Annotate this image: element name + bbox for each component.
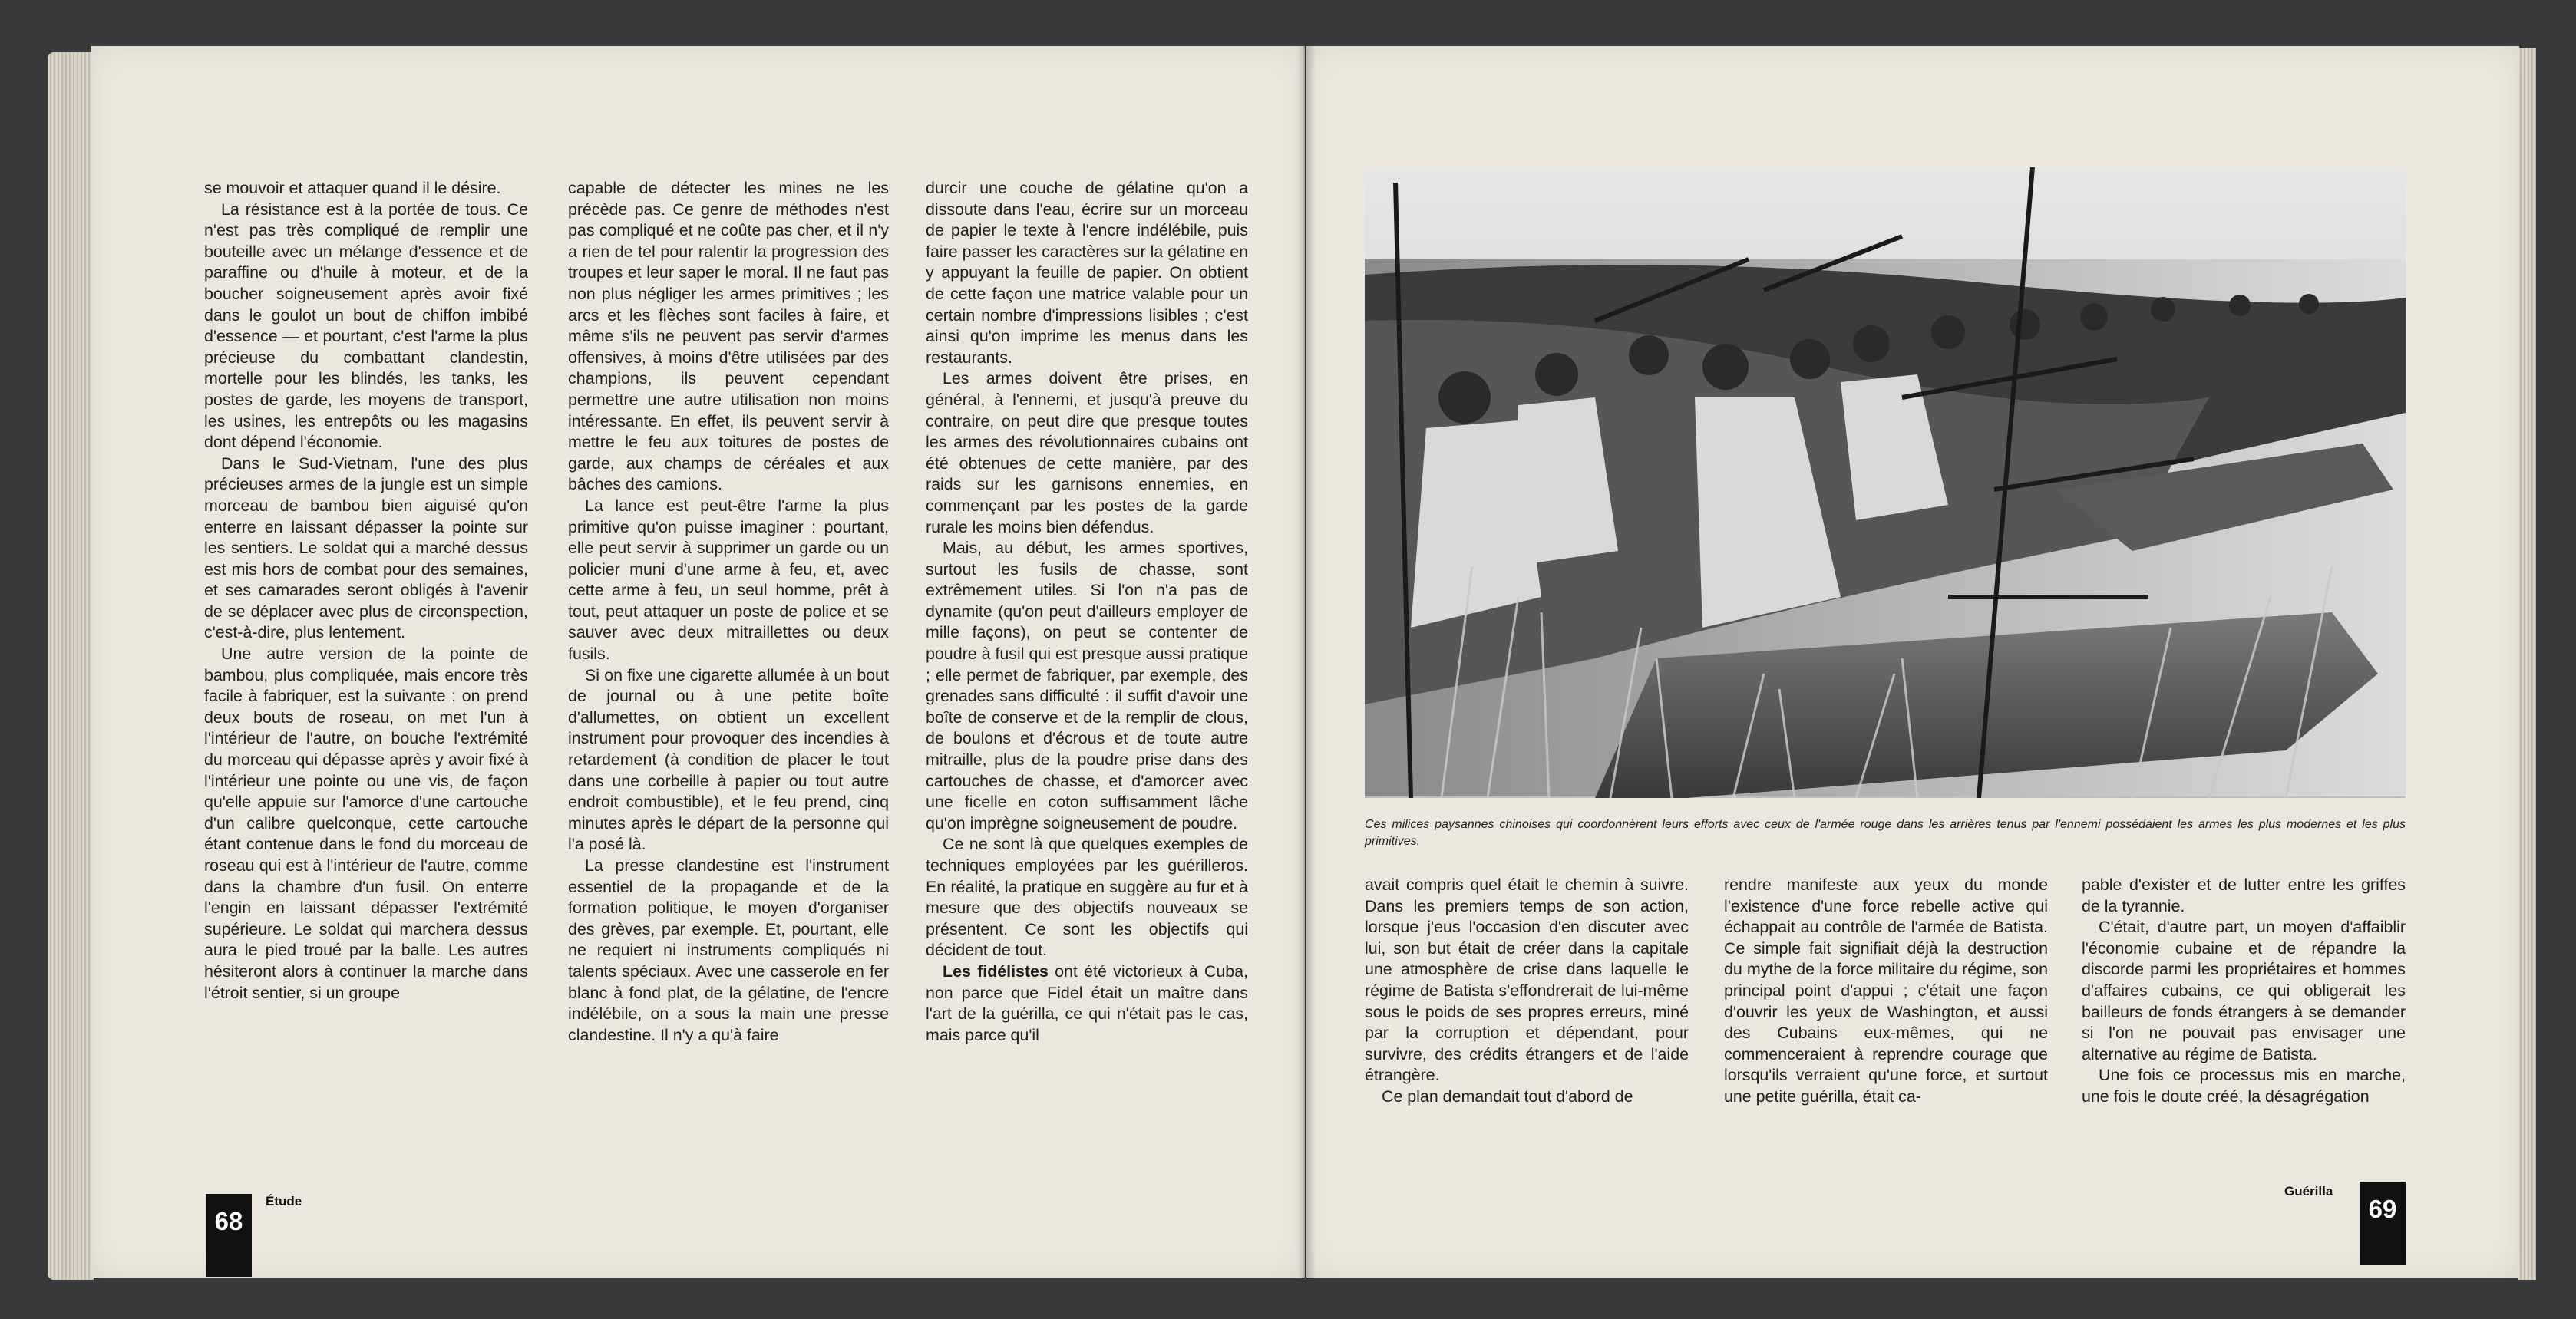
paragraph (204, 199, 528, 453)
militia-photo (1365, 167, 2406, 798)
page-number-left: 68 (206, 1194, 252, 1277)
page-stack-right (2518, 48, 2536, 1280)
paragraph (204, 644, 528, 1004)
paragraph-text: Les armes doivent être prises, en général, à l'ennemi, et jusqu'à preuve du contraire, on peut dire que presque toutes les armes des révolutionnaires cubains ont été obtenues de cette manière, par des raids sur les garnisons ennemies, en commençant par les postes de la garde rurale les moins bien défendus. (926, 369, 1248, 536)
section-label-left: Étude (266, 1194, 302, 1209)
paragraph (568, 496, 889, 665)
left-page-column-1 (204, 178, 528, 1004)
paragraph-text: rendre manifeste aux yeux du monde l'existence d'une force rebelle active qui échappait au contrôle de l'armée de Batista. Ce simple fait signifiait déjà la destruction du mythe de la force militaire du régime, son principal point d'appui ; c'était une façon d'ouvrir les yeux de Washington, et aussi des Cubains eux-mêmes, qui ne commenceraient à reprendre courage que lorsqu'ils verraient qu'une force, et surtout une petite guérilla, était ca- (1724, 875, 2048, 1106)
paragraph-text: Une autre version de la pointe de bambou, plus compliquée, mais encore très facile à fabriquer, est la suivante : on prend deux bouts de roseau, on met l'un à l'intérieur de l'autre, on bouche l'extrémité du morceau qui dépasse après y avoir fixé à l'intérieur une pointe ou une vis, de façon qu'elle appuie sur l'amorce d'une cartouche d'un calibre quelconque, cette cartouche étant contenue dans le fond du morceau de roseau qui est à l'intérieur de l'autre, comme dans la chambre d'un fusil. On enterre l'engin en laissant dépasser l'extrémité supérieure. Le soldat qui marchera dessus aura le pied troué par la balle. Les autres hésiteront alors à continuer la marche dans l'étroit sentier, si un groupe (204, 645, 528, 1002)
paragraph (568, 178, 889, 496)
right-page-column-2 (1724, 875, 2048, 1108)
paragraph-text: Si on fixe une cigarette allumée à un bout de journal ou à une petite boîte d'allumettes, on obtient un excellent instrument pour provoquer des incendies à retardement (à condition de placer le tout dans une corbeille à papier ou tout autre endroit combustible), et le feu prend, cinq minutes après le départ de la personne qui l'a posé là. (568, 665, 889, 854)
paragraph (2082, 1065, 2406, 1107)
paragraph (1724, 875, 2048, 1108)
right-page-column-1 (1365, 875, 1689, 1108)
left-page-column-2 (568, 178, 889, 1046)
paragraph-text: Une fois ce processus mis en marche, une fois le doute créé, la désagrégation (2082, 1066, 2406, 1106)
paragraph (926, 538, 1248, 834)
paragraph-text: La lance est peut-être l'arme la plus primitive qu'on puisse imaginer : pourtant, elle peut servir à supprimer un garde ou un policier muni d'une arme à feu, et, avec cette arme à feu, un seul homme, prêt à tout, peut attaquer un poste de police et se sauver avec deux mitraillettes ou deux fusils. (568, 496, 889, 664)
paragraph-text: Ce ne sont là que quelques exemples de techniques employées par les guérilleros. En réalité, la pratique en suggère au fur et à mesure que des objectifs nouveaux se présentent. Ce sont les objectifs qui décident de tout. (926, 835, 1248, 960)
paragraph-text: avait compris quel était le chemin à suivre. Dans les premiers temps de son action, lorsque j'eus l'occasion d'en discuter avec lui, son but était de créer dans la capitale une atmosphère de crise dans laquelle le régime de Batista s'effondrerait de lui-même sous le poids de ses propres erreurs, miné par la corruption et dépendant, pour survivre, des crédits étrangers et de l'aide étrangère. (1365, 875, 1689, 1085)
paragraph-text: se mouvoir et attaquer quand il le désire. (204, 179, 501, 197)
paragraph-text: Mais, au début, les armes sportives, surtout les fusils de chasse, sont extrêmement utiles. Si l'on n'a pas de dynamite (qu'on peut d'ailleurs employer de mille façons), on peut se contenter de poudre à fusil qui est presque aussi pratique ; elle permet de fabriquer, par exemple, des grenades sans difficulté : il suffit d'avoir une boîte de conserve et de la remplir de clous, de boulons et d'écrous et de toute autre mitraille, plus de la poudre prise dans des cartouches de chasse, et d'amorcer avec une ficelle en coton suffisamment lâche qu'on imprègne soigneusement de poudre. (926, 539, 1248, 833)
photo-illustration (1365, 167, 2406, 798)
paragraph-text: Ce plan demandait tout d'abord de (1382, 1087, 1633, 1106)
paragraph-text: capable de détecter les mines ne les précède pas. Ce genre de méthodes n'est pas compliqué et ne coûte pas cher, et il n'y a rien de tel pour ralentir la progression des troupes et leur saper le moral. Il ne faut pas non plus négliger les armes primitives ; les arcs et les flèches sont faciles à faire, et même s'ils ne peuvent pas servir d'armes offensives, à moins d'être utilisées par des champions, ils peuvent cependant permettre une autre utilisation non moins intéressante. En effet, ils peuvent servir à mettre le feu aux toitures de postes de garde, aux champs de céréales et aux bâches des camions. (568, 179, 889, 494)
page-number-right: 69 (2360, 1182, 2406, 1265)
book-spine (1297, 46, 1316, 1278)
paragraph-text: pable d'exister et de lutter entre les griffes de la tyrannie. (2082, 875, 2406, 915)
left-page-column-3 (926, 178, 1248, 1046)
page-stack-left (48, 52, 94, 1280)
paragraph-text: Dans le Sud-Vietnam, l'une des plus précieuses armes de la jungle est un simple morceau de bambou bien aiguisé qu'on enterre en laissant dépasser la pointe sur les sentiers. Le soldat qui a marché dessus est mis hors de combat pour des semaines, et ses camarades seront obligés à l'avenir de se déplacer avec plus de circonspection, c'est-à-dire, plus lentement. (204, 453, 528, 642)
paragraph (926, 178, 1248, 368)
paragraph (204, 178, 528, 199)
paragraph (926, 368, 1248, 538)
paragraph-text: La résistance est à la portée de tous. Ce n'est pas très compliqué de remplir une bouteille avec un mélange d'essence et de paraffine ou d'huile à moteur, et de la boucher soigneusement après avoir fixé dans le goulot un bout de chiffon imbibé d'essence — et pourtant, c'est l'arme la plus précieuse du combattant clandestin, mortelle pour les blindés, les tanks, les postes de garde, les moyens de transport, les usines, les entrepôts ou les magasins dont dépend l'économie. (204, 199, 528, 452)
paragraph-text: ont été victorieux à Cuba, non parce que Fidel était un maître dans l'art de la guérilla, ce qui n'était pas le cas, mais parce qu'il (926, 961, 1248, 1044)
paragraph (926, 834, 1248, 961)
paragraph (568, 665, 889, 856)
paragraph (1365, 875, 1689, 1087)
bold-lead: Les fidélistes (943, 961, 1049, 981)
paragraph (2082, 917, 2406, 1065)
paragraph-text: La presse clandestine est l'instrument essentiel de la propagande et de la formation politique, le moyen d'organiser des grèves, par exemple. Et, pourtant, elle ne requiert ni instruments compliqués ni talents spéciaux. Avec une casserole en fer blanc à fond plat, de la gélatine, de l'encre indélébile, on a sous la main une presse clandestine. Il n'y a qu'à faire (568, 856, 889, 1044)
photo-caption: Ces milices paysannes chinoises qui coordonnèrent leurs efforts avec ceux de l'armée rouge dans les arrières tenus par l'ennemi possédaient les armes les plus modernes et les plus primitives. (1365, 818, 2406, 848)
section-label-right: Guérilla (2284, 1184, 2333, 1199)
paragraph (926, 961, 1248, 1046)
paragraph (204, 453, 528, 644)
right-page-column-3 (2082, 875, 2406, 1108)
paragraph (1365, 1087, 1689, 1108)
paragraph (568, 856, 889, 1046)
paragraph-text: durcir une couche de gélatine qu'on a dissoute dans l'eau, écrire sur un morceau de papier le texte à l'encre indélébile, puis faire passer les caractères sur la gélatine en y appuyant la feuille de papier. On obtient de cette façon une matrice valable pour un certain nombre d'impressions lisibles ; c'est ainsi qu'on imprime les menus dans les restaurants. (926, 179, 1248, 367)
paragraph-text: C'était, d'autre part, un moyen d'affaiblir l'économie cubaine et de répandre la discorde parmi les propriétaires et hommes d'affaires cubains, ce qui obligerait les bailleurs de fonds étrangers à se demander si l'on ne pouvait pas envisager une alternative au régime de Batista. (2082, 918, 2406, 1063)
paragraph (2082, 875, 2406, 917)
